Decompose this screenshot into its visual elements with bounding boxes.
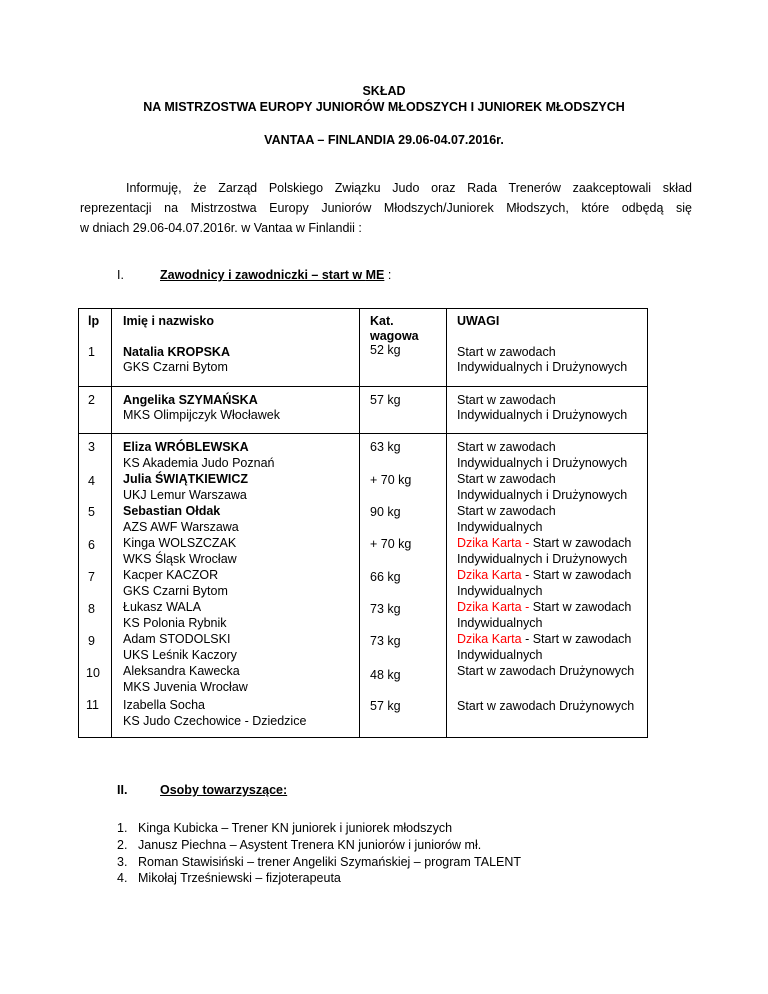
row-note-1: Start w zawodach <box>457 345 556 359</box>
row-note-1: Start w zawodach <box>457 393 556 407</box>
list-item: Mikołaj Trześniewski – fizjoterapeuta <box>138 871 341 885</box>
row-note-2: Indywidualnych i Drużynowych <box>457 360 628 374</box>
header-notes: UWAGI <box>457 314 500 328</box>
wild-card-label: Dzika Karta - <box>457 536 530 550</box>
row-lp: 6 <box>88 538 95 552</box>
row-name: Eliza WRÓBLEWSKA <box>123 440 249 454</box>
row-note-2: Indywidualnych <box>457 616 543 630</box>
row-note-2: Indywidualnych i Drużynowych <box>457 488 628 502</box>
row-weight: 90 kg <box>370 505 401 519</box>
row-note-1: Start w zawodach Drużynowych <box>457 699 635 713</box>
list-item: Kinga Kubicka – Trener KN juniorek i juniorek młodszych <box>138 821 453 835</box>
row-lp: 5 <box>88 505 95 519</box>
section-1-title: Zawodnicy i zawodniczki – start w ME : <box>160 268 392 282</box>
row-weight: 66 kg <box>370 570 401 584</box>
row-name: Sebastian Ołdak <box>123 504 221 518</box>
row-weight: + 70 kg <box>370 537 412 551</box>
row-name: Adam STODOLSKI <box>123 632 231 646</box>
row-club: MKS Juvenia Wrocław <box>123 680 248 694</box>
row-name: Kacper KACZOR <box>123 568 219 582</box>
row-note-2: Indywidualnych <box>457 520 543 534</box>
row-weight: 63 kg <box>370 440 401 454</box>
row-weight: 48 kg <box>370 668 401 682</box>
row-note-2: Indywidualnych i Drużynowych <box>457 456 628 470</box>
list-item-number: 3. <box>117 855 128 869</box>
header-weight-2: wagowa <box>370 329 419 343</box>
row-lp: 3 <box>88 440 95 454</box>
row-club: WKS Śląsk Wrocław <box>123 552 237 566</box>
row-lp: 2 <box>88 393 95 407</box>
header-name: Imię i nazwisko <box>123 314 215 328</box>
row-lp: 9 <box>88 634 95 648</box>
row-name: Izabella Socha <box>123 698 206 712</box>
section-2-title: Osoby towarzyszące: <box>160 783 288 797</box>
intro-line-2: reprezentacji na Mistrzostwa Europy Juniorów Młodszych/Juniorek Młodszych, które odbędą się <box>80 201 692 215</box>
row-note-1: Start w zawodach <box>457 472 556 486</box>
row-name: Aleksandra Kawecka <box>123 664 240 678</box>
row-note-1: Dzika Karta - Start w zawodach <box>457 600 632 614</box>
row-weight: 57 kg <box>370 393 401 407</box>
title-line-2: NA MISTRZOSTWA EUROPY JUNIORÓW MŁODSZYCH I JUNIOREK MŁODSZYCH <box>143 100 625 114</box>
row-name: Julia ŚWIĄTKIEWICZ <box>123 472 248 486</box>
row-name: Kinga WOLSZCZAK <box>123 536 237 550</box>
row-weight: 73 kg <box>370 602 401 616</box>
intro-line-3: w dniach 29.06-04.07.2016r. w Vantaa w Finlandii : <box>80 221 362 235</box>
row-note-1: Dzika Karta - Start w zawodach <box>457 632 632 646</box>
row-note-1: Start w zawodach <box>457 440 556 454</box>
row-note-2: Indywidualnych <box>457 648 543 662</box>
row-note-2: Indywidualnych i Drużynowych <box>457 408 628 422</box>
row-lp: 10 <box>86 666 100 680</box>
row-note-2: Indywidualnych i Drużynowych <box>457 552 628 566</box>
row-note-2: Indywidualnych <box>457 584 543 598</box>
header-weight-1: Kat. <box>370 314 394 328</box>
row-club: MKS Olimpijczyk Włocławek <box>123 408 280 422</box>
subtitle: VANTAA – FINLANDIA 29.06-04.07.2016r. <box>264 133 504 147</box>
list-item-number: 1. <box>117 821 128 835</box>
row-name: Angelika SZYMAŃSKA <box>123 393 258 407</box>
row-club: GKS Czarni Bytom <box>123 360 228 374</box>
row-club: KS Judo Czechowice - Dziedzice <box>123 714 307 728</box>
title-line-1: SKŁAD <box>362 84 406 98</box>
row-lp: 7 <box>88 570 95 584</box>
list-item: Roman Stawisiński – trener Angeliki Szymańskiej – program TALENT <box>138 855 522 869</box>
row-lp: 11 <box>86 698 99 712</box>
row-weight: 73 kg <box>370 634 401 648</box>
row-note-1: Start w zawodach Drużynowych <box>457 664 635 678</box>
row-club: KS Polonia Rybnik <box>123 616 227 630</box>
row-club: UKS Leśnik Kaczory <box>123 648 237 662</box>
section-2-numeral: II. <box>117 783 128 797</box>
row-name: Natalia KROPSKA <box>123 345 230 359</box>
row-lp: 8 <box>88 602 95 616</box>
row-club: GKS Czarni Bytom <box>123 584 228 598</box>
row-club: KS Akademia Judo Poznań <box>123 456 275 470</box>
wild-card-label: Dzika Karta <box>457 568 522 582</box>
row-lp: 4 <box>88 474 95 488</box>
list-item-number: 2. <box>117 838 128 852</box>
row-club: UKJ Lemur Warszawa <box>123 488 247 502</box>
intro-line-1: Informuję, że Zarząd Polskiego Związku Judo oraz Rada Trenerów zaakceptowali skład <box>126 181 692 195</box>
section-1-numeral: I. <box>117 268 124 282</box>
intro-paragraph <box>80 178 692 238</box>
wild-card-label: Dzika Karta - <box>457 600 530 614</box>
row-club: AZS AWF Warszawa <box>123 520 239 534</box>
row-weight: + 70 kg <box>370 473 412 487</box>
row-lp: 1 <box>88 345 95 359</box>
row-note-1: Dzika Karta - Start w zawodach <box>457 568 632 582</box>
row-name: Łukasz WALA <box>123 600 202 614</box>
list-item: Janusz Piechna – Asystent Trenera KN juniorów i juniorów mł. <box>138 838 482 852</box>
list-item-number: 4. <box>117 871 128 885</box>
row-weight: 57 kg <box>370 699 401 713</box>
header-lp: lp <box>88 314 100 328</box>
row-note-1: Start w zawodach <box>457 504 556 518</box>
row-note-1: Dzika Karta - Start w zawodach <box>457 536 632 550</box>
wild-card-label: Dzika Karta <box>457 632 522 646</box>
row-weight: 52 kg <box>370 343 401 357</box>
